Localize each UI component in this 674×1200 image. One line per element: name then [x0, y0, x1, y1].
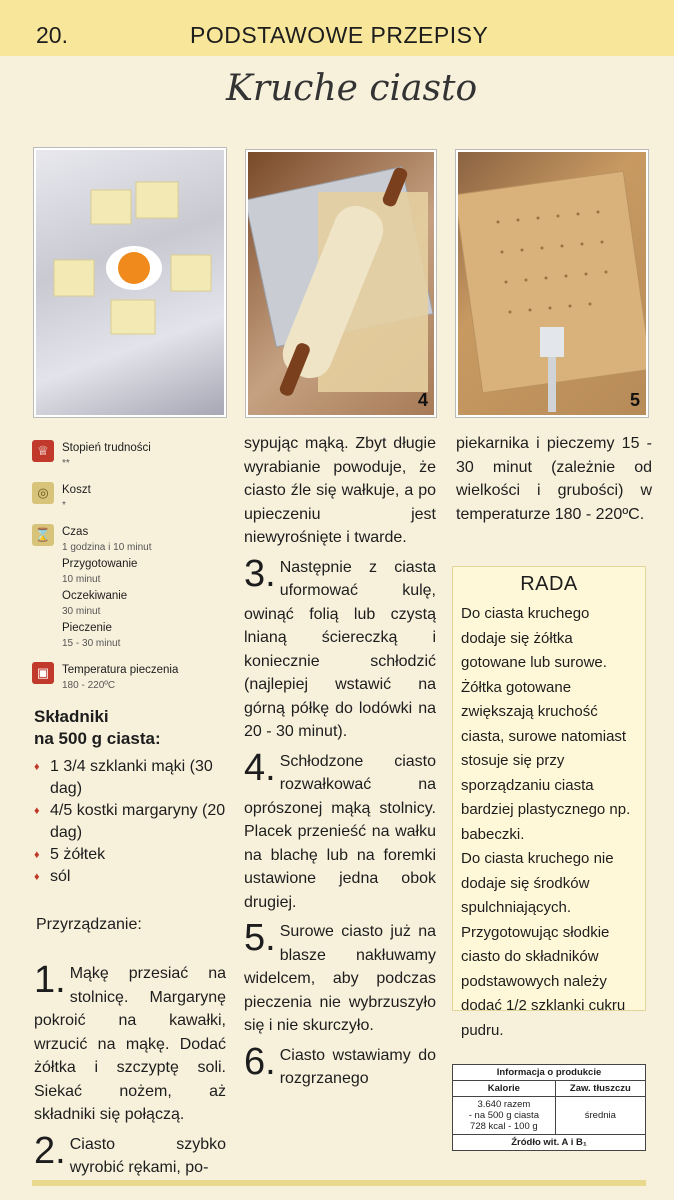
tip-paragraph: Do ciasta kruchego dodaje się żółtka gotowane lub surowe. Żółtka gotowane zwiększają kruchość ciasta, surowe natomiast stosuje się przy sporządzaniu ciasta bardziej plastycznego np. babeczki. [461, 605, 631, 843]
step-number: 1. [34, 959, 66, 1001]
tip-box [452, 566, 646, 1039]
tip-title: RADA [520, 573, 578, 595]
step-4 [244, 746, 436, 915]
vitamin-source: Źródło wit. A i B₁ [453, 1135, 646, 1151]
photo-number: 4 [417, 390, 428, 410]
step-text: sypując mąką. Zbyt długie wyrabianie powoduje, że ciasto źle się wałkuje, a po upieczeniu jest niewyrośnięte i twarde. [244, 435, 436, 546]
wait-value: 30 minut [62, 606, 101, 617]
bottom-rule [32, 1180, 646, 1186]
rolling-pin-illustration [248, 152, 434, 415]
coin-icon: ◎ [32, 482, 54, 504]
ingredient-item: ♦ 1 3/4 szklanki mąki (30 dag) [34, 756, 234, 800]
step-text: Surowe ciasto już na blasze nakłuwamy widelcem, aby podczas pieczenia nie wybrzuszyło się i nie skurczyło. [244, 923, 436, 1034]
section-title: PODSTAWOWE PRZEPISY [190, 22, 489, 48]
calories-line: - na 500 g ciasta [468, 1110, 539, 1121]
product-info-table [452, 1064, 646, 1151]
page-number: 20. [36, 22, 68, 48]
ingredients-list [34, 756, 234, 888]
time-value: 1 godzina i 10 minut [62, 542, 152, 553]
step-number: 3. [244, 552, 276, 595]
photo-number: 5 [629, 390, 640, 410]
time-label: Czas [62, 526, 89, 538]
temperature-row [32, 662, 232, 694]
hourglass-icon: ⌛ [32, 524, 54, 546]
rolling-pin-photo [246, 150, 436, 417]
fork-pricked-dough-photo [456, 150, 648, 417]
step-text: Następnie z ciasta uformować kulę, owinąć folią lub czystą lnianą ściereczką i koniecznie schłodzić (najlepiej wstawić na górną półkę do lodówki na 20 - 30 minut). [244, 558, 436, 740]
oven-icon: ▣ [32, 662, 54, 684]
ingredients-title-line1: Składniki [34, 707, 109, 726]
calories-line: 3.640 razem [477, 1099, 531, 1110]
chef-hat-icon: ♕ [32, 440, 54, 462]
step-text: Schłodzone ciasto rozwałkować na oprószonej mąką stolnicy. Placek przenieść na wałku na blachę lub na foremki ustawione jedna obok drugiej. [244, 752, 436, 911]
bake-label: Pieczenie [62, 622, 112, 634]
temp-value: 180 - 220ºC [62, 680, 116, 691]
step-text: Mąkę przesiać na stolnicę. Margarynę pokroić na kawałki, wrzucić na mąkę. Dodać żółtka i szczyptę soli. Siekać nożem, aż składniki się połączą. [34, 965, 226, 1123]
step-text: piekarnika i pieczemy 15 - 30 minut (zależnie od wielkości i grubości) w temperaturze 180 - 220ºC. [456, 435, 652, 523]
recipe-title: Kruche ciasto [226, 68, 478, 109]
recipe-info [32, 440, 232, 704]
difficulty-value: ** [62, 458, 70, 469]
step-3 [244, 552, 436, 744]
step-number: 2. [34, 1129, 66, 1172]
product-info-title: Informacja o produkcie [453, 1065, 646, 1081]
tip-paragraph: Do ciasta kruchego nie dodaje się środków spulchniających. [461, 850, 614, 916]
ingredient-item: ♦ 5 żółtek [34, 844, 234, 866]
step-1 [34, 959, 226, 1127]
steps-column-1 [34, 959, 226, 1186]
step-text: Ciasto szybko wyrobić rękami, po- [69, 1135, 226, 1176]
step-number: 4. [244, 746, 276, 789]
step-2 [34, 1129, 226, 1180]
step-2-continued [244, 432, 436, 550]
step-6-continued [456, 432, 652, 526]
cost-label: Koszt [62, 484, 91, 496]
ingredients-title-line2: na 500 g ciasta: [34, 729, 161, 748]
flour-eggs-butter-illustration [36, 150, 224, 415]
step-5 [244, 917, 436, 1038]
calories-header: Kalorie [453, 1081, 556, 1097]
steps-column-3 [456, 432, 652, 532]
difficulty-row [32, 440, 232, 472]
step-number: 5. [244, 917, 276, 959]
step-text: Ciasto wstawiamy do rozgrzanego [279, 1046, 436, 1087]
cost-value: * [62, 500, 66, 511]
fat-value: średnia [555, 1097, 645, 1135]
ingredient-item: ♦ sól [34, 866, 234, 888]
step-number: 6. [244, 1040, 276, 1083]
wait-label: Oczekiwanie [62, 590, 128, 602]
preparation-title: Przyrządzanie: [36, 916, 142, 933]
prep-label: Przygotowanie [62, 558, 138, 570]
prep-value: 10 minut [62, 574, 101, 585]
cost-row [32, 482, 232, 514]
bake-value: 15 - 30 minut [62, 638, 121, 649]
flour-eggs-butter-photo [34, 148, 226, 417]
difficulty-label: Stopień trudności [62, 442, 151, 454]
temp-label: Temperatura pieczenia [62, 664, 179, 676]
step-6 [244, 1040, 436, 1091]
ingredients-title [34, 706, 161, 750]
calories-value [453, 1097, 556, 1135]
ingredient-item: ♦ 4/5 kostki margaryny (20 dag) [34, 800, 234, 844]
steps-column-2 [244, 432, 436, 1097]
tip-paragraph: Przygotowując słodkie ciasto do składników podstawowych należy dodać 1/2 szklanki cukru pudru. [461, 923, 626, 1039]
pricked-dough-illustration [458, 152, 646, 415]
calories-line: 728 kcal - 100 g [470, 1121, 538, 1132]
time-row [32, 524, 232, 652]
fat-header: Zaw. tłuszczu [555, 1081, 645, 1097]
